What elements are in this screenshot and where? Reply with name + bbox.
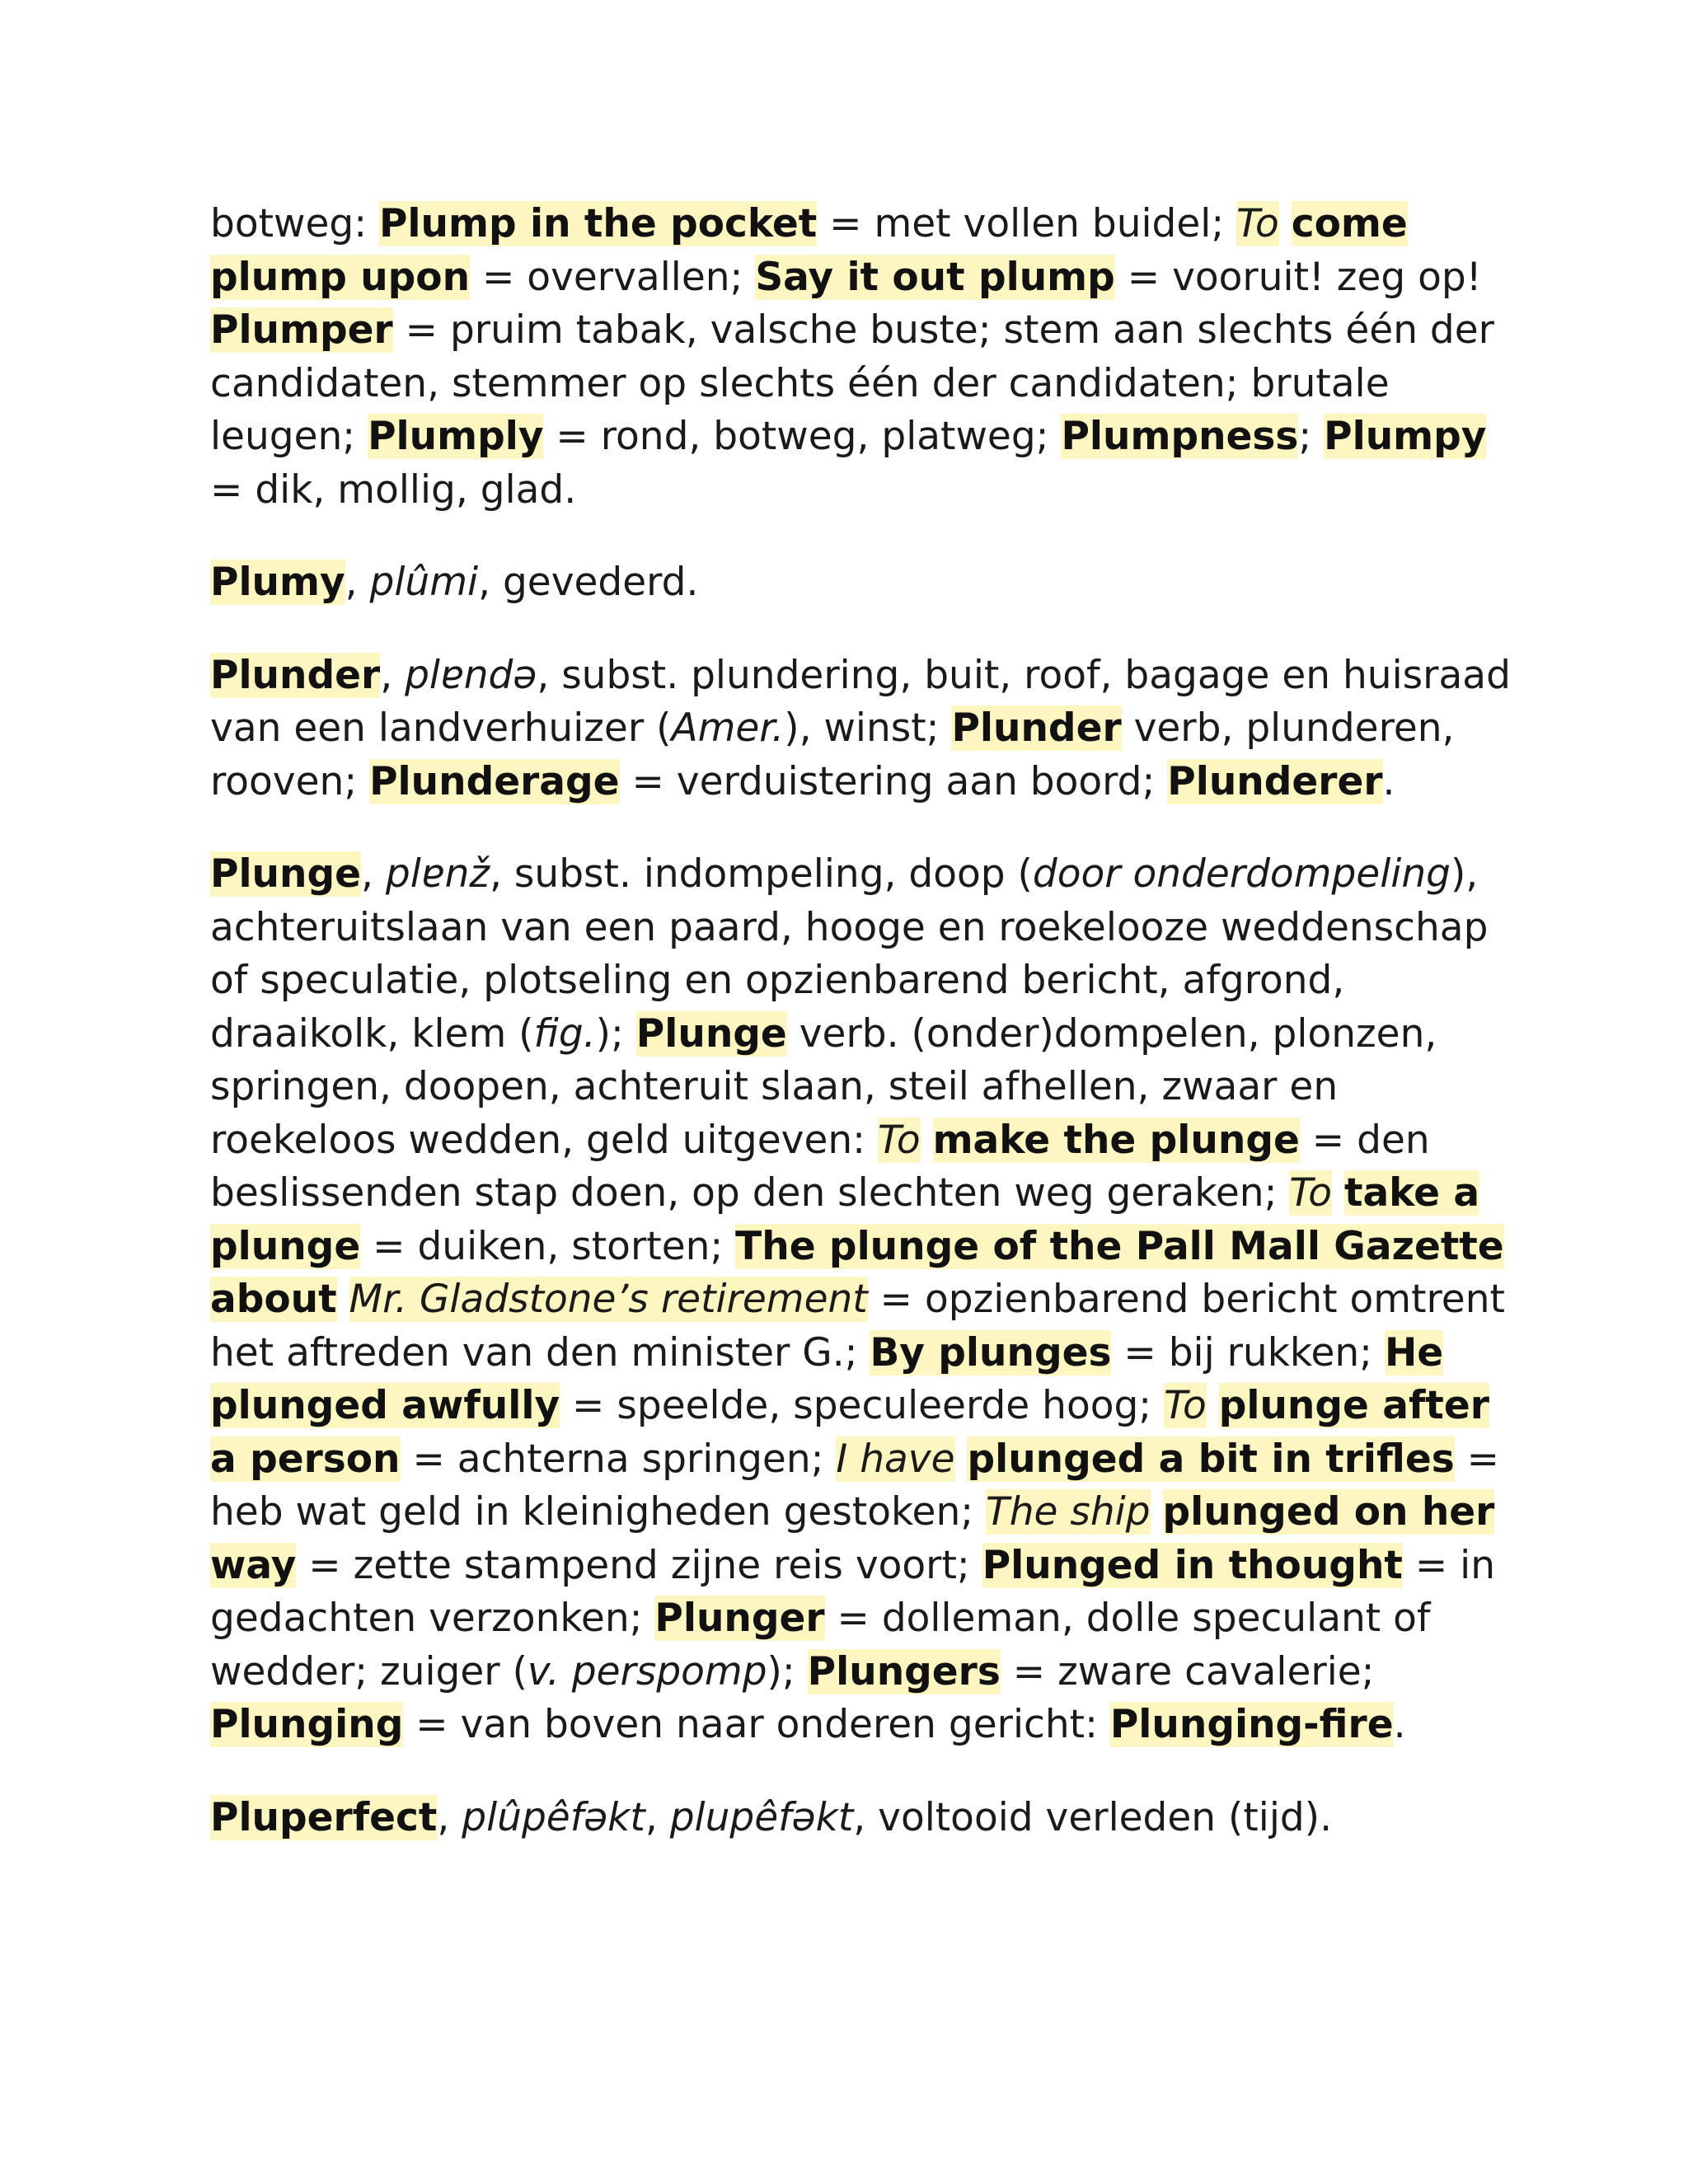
dictionary-entry-plump-cont (210, 198, 1512, 517)
headword: Say it out plump (755, 254, 1115, 300)
definition-text (1151, 1489, 1163, 1535)
definition-text: , voltooid verleden (tijd). (853, 1794, 1333, 1840)
headword: Plungers (807, 1648, 1001, 1694)
italic-text: v. perspomp (527, 1648, 767, 1694)
headword: Plump in the pocket (378, 201, 818, 246)
headword: He plunged awfully (210, 1329, 1444, 1428)
italic-text: To (877, 1117, 921, 1163)
headword: Plunger (654, 1596, 825, 1641)
italic-text: To (1164, 1383, 1207, 1428)
definition-text: = speelde, speculeerde hoog; (560, 1383, 1165, 1428)
italic-text: mi (429, 560, 479, 605)
definition-text: . (1382, 758, 1395, 804)
italic-text: I have (836, 1436, 955, 1482)
definition-text (955, 1436, 968, 1482)
definition-text: = van boven naar onderen gericht: (403, 1702, 1110, 1747)
dictionary-entry-plunder (210, 649, 1512, 809)
definition-text (337, 1277, 349, 1322)
definition-text: = pruim tabak, valsche buste; stem aan slechts één der candidaten, stemmer op slechts één der candidaten; brutale leugen; (210, 307, 1494, 459)
headword: Plunge (635, 1010, 787, 1057)
headword: Plunderer (1167, 758, 1383, 804)
definition-text (1279, 201, 1292, 246)
definition-text: = duiken, storten; (360, 1223, 736, 1269)
headword: Plumply (368, 414, 544, 459)
italic-text: plûpêfəkt (462, 1794, 645, 1840)
headword: make the plunge (932, 1117, 1300, 1163)
definition-text: , (645, 1794, 670, 1840)
definition-text: = vooruit! zeg op! (1114, 254, 1482, 300)
definition-text: verb, plunderen, rooven; (210, 705, 1455, 804)
headword: Plunderage (369, 758, 620, 804)
italic-text: plupêfəkt (669, 1794, 854, 1840)
italic-text: plɐndə (405, 652, 537, 698)
definition-text: , (380, 652, 406, 698)
definition-text: ); (767, 1648, 808, 1694)
headword: Plunging-fire (1109, 1702, 1394, 1747)
italic-text: door onderdompeling (1032, 851, 1451, 897)
headword: Plumpy (1324, 414, 1487, 459)
italic-text: Amer. (671, 705, 785, 751)
definition-text: = achterna springen; (400, 1436, 837, 1482)
headword: Pluperfect (210, 1794, 438, 1840)
definition-text: , subst. indompeling, doop ( (490, 851, 1033, 897)
headword: Plunge (210, 851, 361, 897)
definition-text (921, 1118, 933, 1163)
definition-text: , (345, 560, 370, 605)
definition-text: = dolleman, dolle speculant of wedder; zuiger ( (210, 1596, 1431, 1694)
definition-text: = opzienbarend bericht omtrent het aftreden van den minister G.; (210, 1277, 1505, 1376)
headword: Plunder (210, 652, 381, 698)
headword: Plumpness (1061, 414, 1299, 459)
definition-text: . (1393, 1702, 1406, 1747)
definition-text: , (437, 1794, 462, 1840)
definition-text: = rond, botweg, platweg; (543, 414, 1062, 459)
headword: come plump upon (210, 201, 1408, 300)
definition-text: = zware cavalerie; (1000, 1648, 1375, 1694)
definition-text: ; (1298, 414, 1325, 459)
headword: Plumy (210, 560, 345, 605)
headword: plunge after a person (210, 1383, 1489, 1482)
definition-text: ), achteruitslaan van een paard, hooge en roekelooze weddenschap of speculatie, plotseling en opzienbarend bericht, afgrond, draaikolk, klem ( (210, 851, 1489, 1057)
italic-text: To (1236, 201, 1279, 246)
headword: take a plunge (210, 1170, 1480, 1269)
italic-text: Mr. Gladstone’s retirement (349, 1277, 868, 1322)
headword: Plunder (951, 705, 1122, 751)
headword: By plunges (870, 1329, 1112, 1376)
headword: plunged a bit in trifles (967, 1436, 1455, 1482)
definition-text: ), winst; (784, 705, 952, 751)
italic-text: plû (369, 560, 430, 605)
definition-text: = den beslissenden stap doen, op den slechten weg geraken; (210, 1117, 1430, 1216)
definition-text: , gevederd. (478, 560, 699, 605)
headword: plunged on her way (210, 1489, 1495, 1588)
headword: Plumper (210, 307, 393, 353)
definition-text: = heb wat geld in kleinigheden gestoken; (210, 1436, 1500, 1535)
italic-text: plɐnž (385, 851, 490, 897)
headword: The plunge of the Pall Mall Gazette about (210, 1223, 1504, 1322)
italic-text: The ship (986, 1489, 1151, 1535)
definition-text: , subst. plundering, buit, roof, bagage en huisraad van een landverhuizer ( (210, 652, 1511, 751)
definition-text: = verduistering aan boord; (619, 758, 1168, 804)
definition-text: verb. (onder)dompelen, plonzen, springen, doopen, achteruit slaan, steil afhellen, zwaar en roekeloos wedden, geld uitgeven: (210, 1010, 1437, 1163)
dictionary-entry-pluperfect (210, 1792, 1512, 1845)
dictionary-text (210, 198, 1512, 1884)
dictionary-entry-plunge (210, 848, 1512, 1752)
definition-text (1207, 1383, 1219, 1428)
definition-text: = met vollen buidel; (817, 201, 1237, 246)
dictionary-entry-plumy (210, 556, 1512, 610)
definition-text: = bij rukken; (1111, 1329, 1385, 1376)
definition-text: = dik, mollig, glad. (210, 466, 577, 513)
definition-text: = zette stampend zijne reis voort; (296, 1542, 982, 1588)
italic-text: To (1289, 1170, 1333, 1216)
headword: Plunged in thought (982, 1542, 1403, 1588)
headword: Plunging (210, 1702, 404, 1747)
definition-text: = overvallen; (470, 254, 756, 300)
definition-text (1332, 1170, 1344, 1216)
definition-text: = in gedachten verzonken; (210, 1542, 1495, 1641)
definition-text: botweg: (210, 201, 379, 246)
italic-text: fig. (533, 1010, 596, 1057)
definition-text: ); (595, 1010, 636, 1057)
definition-text: , (361, 851, 386, 897)
